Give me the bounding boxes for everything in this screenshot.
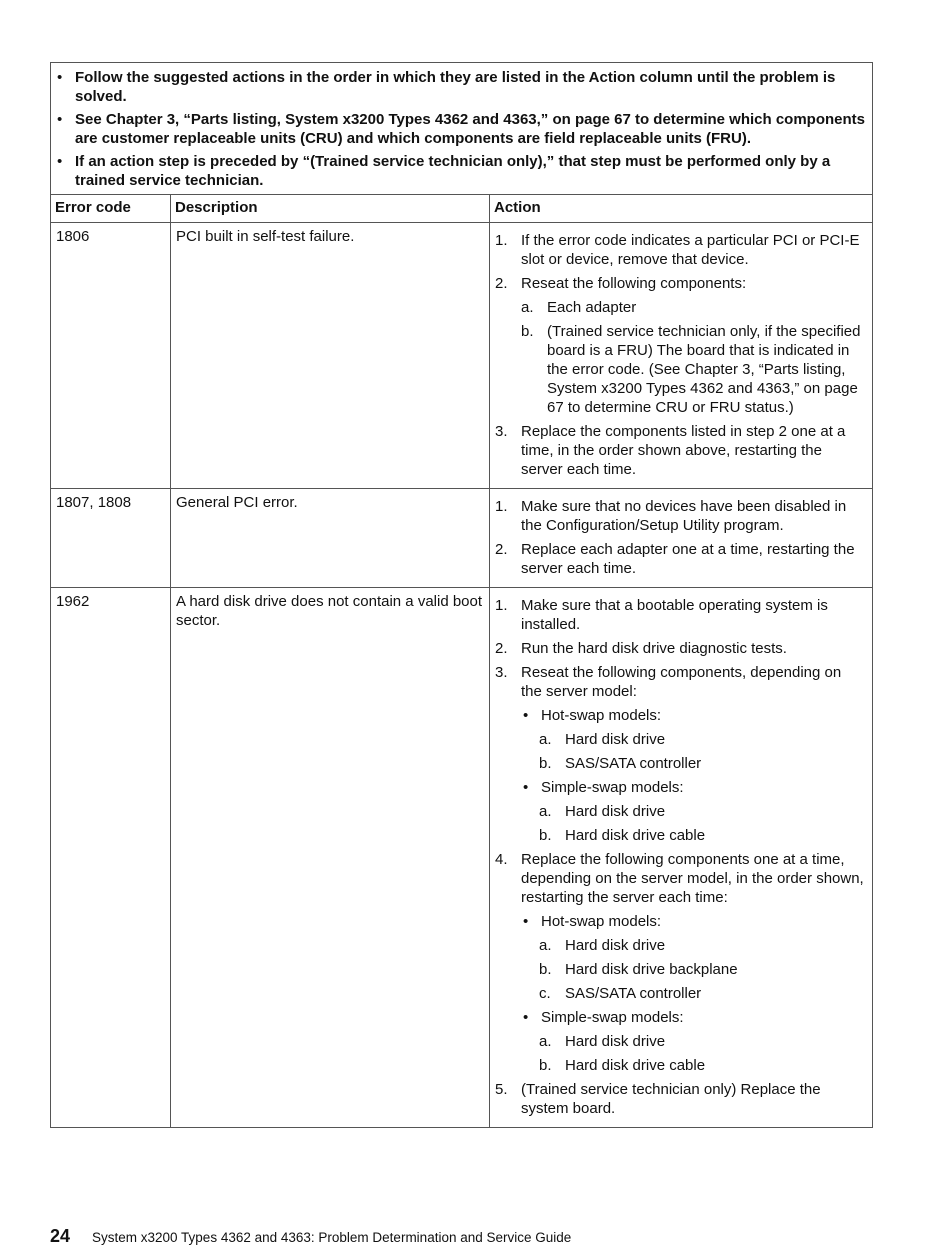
- item-letter: b.: [539, 1057, 552, 1074]
- model-item: [539, 984, 866, 1003]
- model-item: [539, 730, 866, 749]
- action-cell: [490, 223, 873, 489]
- step-text: Replace the following components one at a time, depending on the server model, in the order shown, restarting the server each time:: [521, 851, 864, 906]
- note-text: See Chapter 3, “Parts listing, System x3200 Types 4362 and 4363,” on page 67 to determine which components are customer replaceable units (CRU) and which components are field replaceable units (FRU).: [75, 111, 866, 147]
- item-letter: a.: [539, 731, 552, 748]
- item-text: Hard disk drive: [565, 803, 666, 820]
- error-code-cell: 1806: [51, 223, 171, 489]
- model-item: [539, 936, 866, 955]
- model-item: [539, 1032, 866, 1051]
- error-code-cell: 1807, 1808: [51, 489, 171, 588]
- note-item: [55, 68, 866, 106]
- model-item: [539, 960, 866, 979]
- model-item: [539, 826, 866, 845]
- note-bullet: •: [57, 153, 63, 170]
- notes-cell: [51, 63, 873, 195]
- sub-step-letter: a.: [521, 299, 534, 316]
- header-error-code: Error code: [51, 195, 171, 223]
- sub-step-text: Each adapter: [547, 299, 637, 316]
- step-text: Make sure that no devices have been disabled in the Configuration/Setup Utility program.: [521, 498, 847, 534]
- action-step: [495, 231, 866, 269]
- step-text: Make sure that a bootable operating system is installed.: [521, 597, 828, 633]
- item-letter: b.: [539, 755, 552, 772]
- step-text: (Trained service technician only) Replace the system board.: [521, 1081, 821, 1117]
- step-number: 1.: [495, 498, 508, 515]
- table-row: [51, 223, 873, 489]
- step-number: 5.: [495, 1081, 508, 1098]
- action-step: [495, 663, 866, 845]
- header-action: Action: [490, 195, 873, 223]
- error-code-table: [50, 62, 873, 1128]
- model-item: [539, 1056, 866, 1075]
- item-letter: a.: [539, 937, 552, 954]
- item-letter: b.: [539, 961, 552, 978]
- page-number: 24: [50, 1226, 71, 1246]
- header-description: Description: [171, 195, 490, 223]
- step-number: 1.: [495, 232, 508, 249]
- note-text: If an action step is preceded by “(Trained service technician only),” that step must be performed only by a trained service technician.: [75, 153, 831, 189]
- item-text: Hard disk drive backplane: [565, 961, 738, 978]
- sub-step: [521, 298, 866, 317]
- notes-row: [51, 63, 873, 195]
- item-text: Hard disk drive: [565, 937, 666, 954]
- item-letter: a.: [539, 1033, 552, 1050]
- sub-step-text: (Trained service technician only, if the specified board is a FRU) The board that is indicated in the error code. (See Chapter 3, “Parts listing, System x3200 Types 4362 and 4363,” on page 67 to determine CRU or FRU status.): [547, 323, 861, 416]
- item-text: Hard disk drive: [565, 731, 666, 748]
- note-bullet: •: [57, 111, 63, 128]
- description-cell: PCI built in self-test failure.: [171, 223, 490, 489]
- step-text: If the error code indicates a particular PCI or PCI-E slot or device, remove that device.: [521, 232, 860, 268]
- model-item: [539, 754, 866, 773]
- action-step: [495, 540, 866, 578]
- model-group: • Hot-swap models:: [521, 706, 866, 725]
- model-group: • Simple-swap models:: [521, 778, 866, 797]
- action-step: [495, 274, 866, 417]
- item-text: Hard disk drive: [565, 1033, 666, 1050]
- model-label: Hot-swap models:: [541, 913, 662, 930]
- step-number: 2.: [495, 541, 508, 558]
- item-letter: b.: [539, 827, 552, 844]
- action-step: [495, 497, 866, 535]
- step-number: 1.: [495, 597, 508, 614]
- item-text: Hard disk drive cable: [565, 827, 706, 844]
- model-label: Simple-swap models:: [541, 779, 684, 796]
- description-cell: A hard disk drive does not contain a valid boot sector.: [171, 588, 490, 1128]
- sub-step-letter: b.: [521, 323, 534, 340]
- action-step: [495, 596, 866, 634]
- note-text: Follow the suggested actions in the order in which they are listed in the Action column until the problem is solved.: [75, 69, 836, 105]
- step-text: Replace each adapter one at a time, restarting the server each time.: [521, 541, 855, 577]
- model-group: • Simple-swap models:: [521, 1008, 866, 1027]
- table-row: [51, 588, 873, 1128]
- note-item: [55, 110, 866, 148]
- item-text: Hard disk drive cable: [565, 1057, 706, 1074]
- action-cell: [490, 588, 873, 1128]
- action-step: [495, 639, 866, 658]
- step-text: Replace the components listed in step 2 one at a time, in the order shown above, restarting the server each time.: [521, 423, 846, 478]
- item-letter: c.: [539, 985, 551, 1002]
- item-text: SAS/SATA controller: [565, 755, 702, 772]
- model-group: • Hot-swap models:: [521, 912, 866, 931]
- header-row: [51, 195, 873, 223]
- model-item: [539, 802, 866, 821]
- sub-step: [521, 322, 866, 417]
- action-step: [495, 422, 866, 479]
- table-row: [51, 489, 873, 588]
- action-step: [495, 1080, 866, 1118]
- action-cell: [490, 489, 873, 588]
- description-cell: General PCI error.: [171, 489, 490, 588]
- step-number: 2.: [495, 275, 508, 292]
- action-step: [495, 850, 866, 1075]
- model-label: Simple-swap models:: [541, 1009, 684, 1026]
- error-code-cell: 1962: [51, 588, 171, 1128]
- step-text: Reseat the following components, depending on the server model:: [521, 664, 842, 700]
- step-number: 3.: [495, 664, 508, 681]
- note-item: [55, 152, 866, 190]
- step-text: Run the hard disk drive diagnostic tests.: [521, 640, 787, 657]
- model-label: Hot-swap models:: [541, 707, 662, 724]
- step-number: 2.: [495, 640, 508, 657]
- item-text: SAS/SATA controller: [565, 985, 702, 1002]
- item-letter: a.: [539, 803, 552, 820]
- step-text: Reseat the following components:: [521, 275, 747, 292]
- step-number: 4.: [495, 851, 508, 868]
- step-number: 3.: [495, 423, 508, 440]
- footer-title: System x3200 Types 4362 and 4363: Problem Determination and Service Guide: [92, 1230, 572, 1245]
- note-bullet: •: [57, 69, 63, 86]
- page-footer: [50, 1226, 571, 1247]
